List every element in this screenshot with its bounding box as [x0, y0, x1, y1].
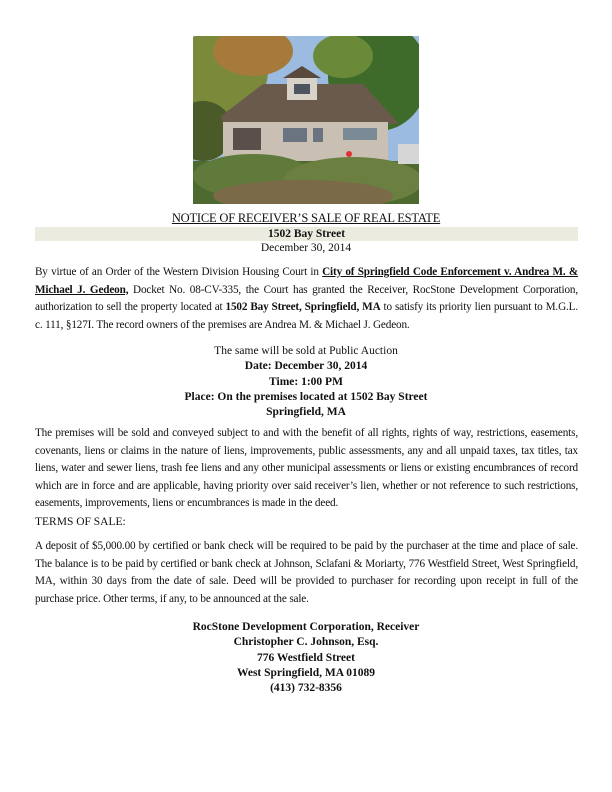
receiver-attorney: Christopher C. Johnson, Esq.: [233, 636, 379, 649]
intro-paragraph: By virtue of an Order of the Western Division Housing Court in City of Springfield Code Enforcement v. Andrea M. & Michael J. Gedeon, Docket No. 08-CV-335, the Court has granted the Receiver, RocStone Development Corporation, authorization to sell the property located at 1502 Bay Street, Springfield, MA to satisfy its priority lien pursuant to M.G.L. c. 111, §127I. The record owners of the premises are Andrea M. & Michael J. Gedeon.: [35, 266, 578, 331]
terms-paragraph: A deposit of $5,000.00 by certified or bank check will be required to be paid by the purchaser at the time and place of sale. The balance is to be paid by certified or bank check at Johnson, Sclafani & Moriarty, 776 Westfield Street, West Springfield, MA, within 30 days from the date of sale. Deed will be provided to purchaser for recording upon receipt in full of the purchase price. Other terms, if any, to be announced at the sale.: [35, 540, 578, 605]
auction-city: Springfield, MA: [266, 406, 346, 419]
receiver-contact: [0, 620, 612, 696]
property-address-banner: 1502 Bay Street: [35, 227, 578, 241]
house-photo: [193, 36, 419, 204]
auction-lead: The same will be sold at Public Auction: [214, 345, 398, 357]
property-location: 1502 Bay Street, Springfield, MA: [225, 301, 381, 314]
receiver-phone: (413) 732-8356: [270, 682, 342, 695]
receiver-street: 776 Westfield Street: [257, 651, 355, 664]
case-name: City of Springfield Code Enforcement v. Andrea M. & Michael J. Gedeon,: [35, 266, 578, 296]
notice-date: December 30, 2014: [260, 242, 352, 254]
terms-heading: TERMS OF SALE:: [35, 516, 126, 528]
conditions-paragraph: The premises will be sold and conveyed subject to and with the benefit of all rights, rights of way, restrictions, easements, covenants, liens or claims in the nature of liens, improvements, public assessments, any and all unpaid taxes, tax titles, tax liens, water and sewer liens, trash fee liens and any other municipal assessments or liens or existing encumbrances of record which are in force and are applicable, having priority over said receiver’s lien, whether or not reference to such restrictions, easements, improvements, liens or encumbrances is made in the deed.: [35, 427, 578, 510]
auction-place: Place: On the premises located at 1502 Bay Street: [184, 390, 428, 403]
receiver-city: West Springfield, MA 01089: [236, 666, 375, 679]
notice-title: NOTICE OF RECEIVER’S SALE OF REAL ESTATE: [171, 211, 441, 225]
auction-time: Time: 1:00 PM: [269, 375, 343, 388]
auction-details: [0, 344, 612, 420]
auction-date: Date: December 30, 2014: [244, 360, 368, 373]
receiver-company: RocStone Development Corporation, Receiver: [192, 621, 420, 633]
